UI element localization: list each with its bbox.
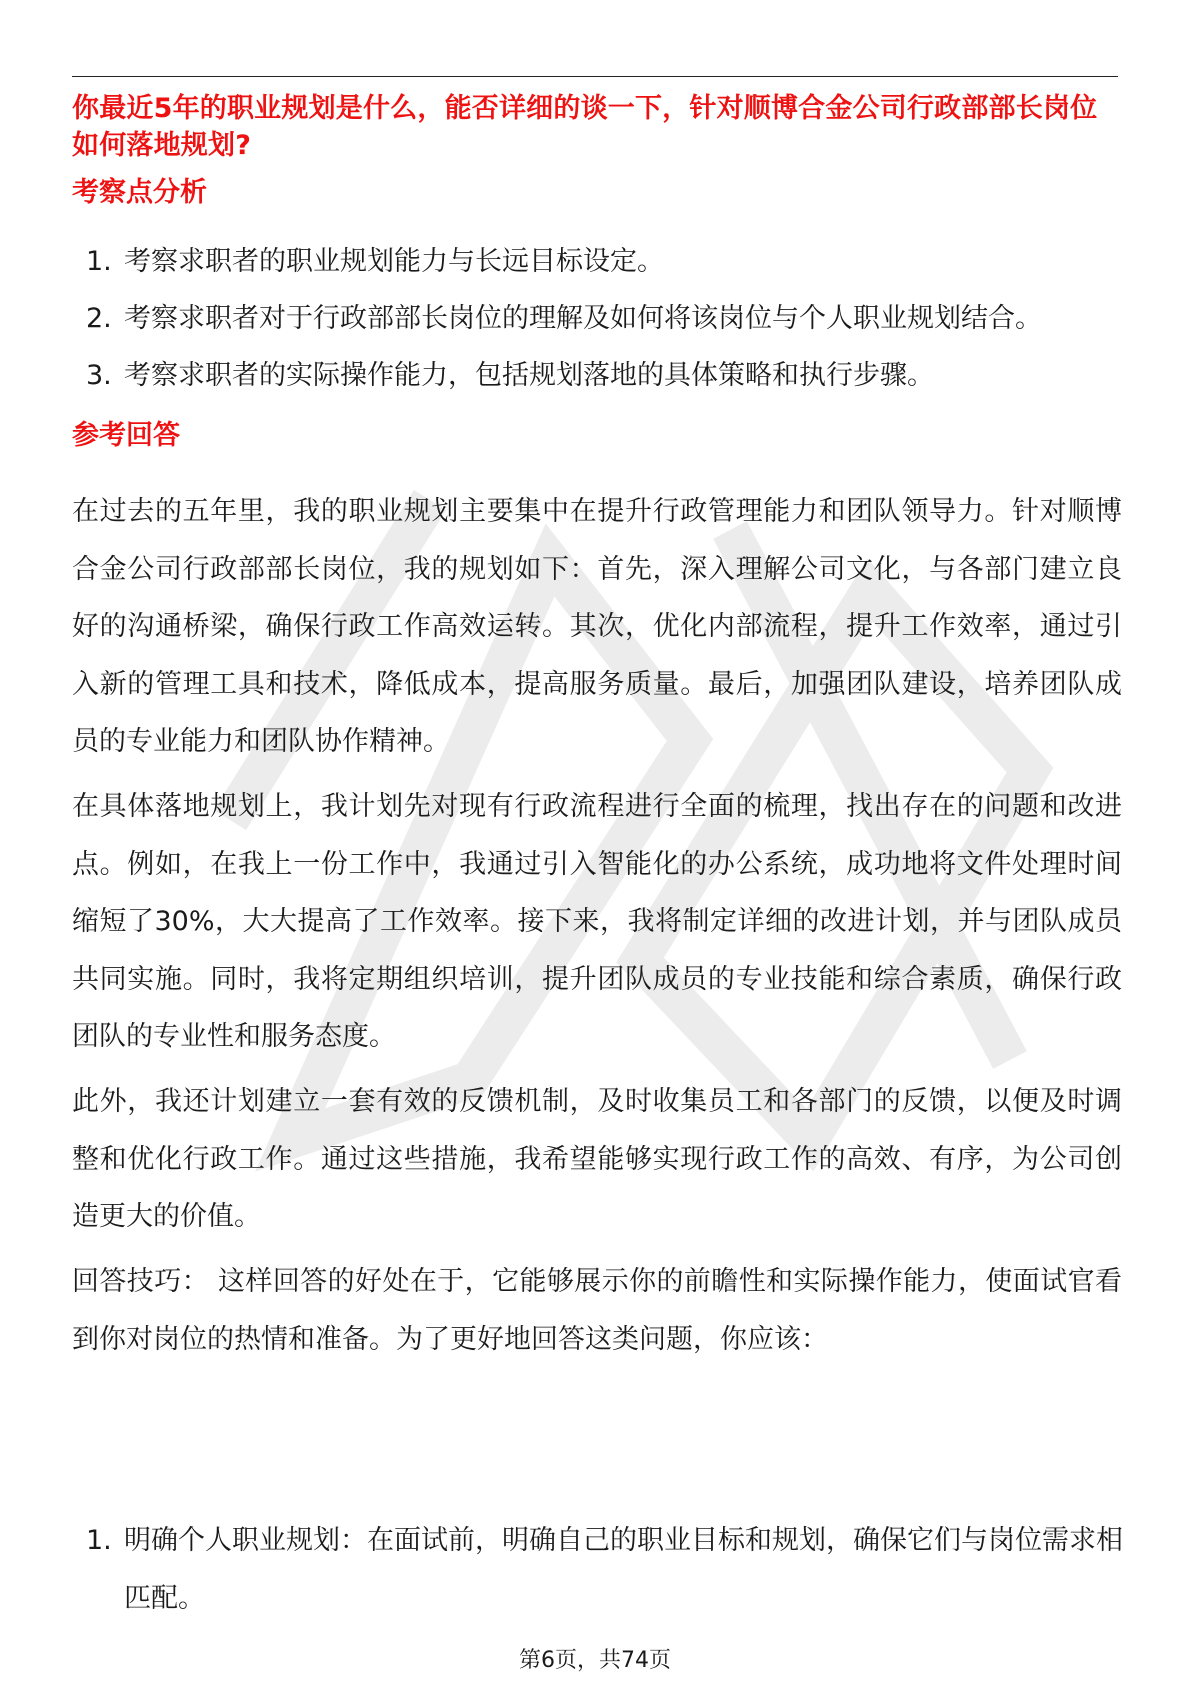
tip-item: [86, 1512, 1126, 1627]
analysis-item-number: 1.: [86, 246, 112, 277]
analysis-heading: 考察点分析: [72, 177, 207, 208]
analysis-item-text: 考察求职者对于行政部部长岗位的理解及如何将该岗位与个人职业规划结合。: [124, 303, 1042, 334]
answer-tips-intro: 回答技巧： 这样回答的好处在于，它能够展示你的前瞻性和实际操作能力，使面试官看到你对岗位的热情和准备。为了更好地回答这类问题，你应该：: [72, 1266, 1122, 1355]
answer-paragraph: 在过去的五年里，我的职业规划主要集中在提升行政管理能力和团队领导力。针对顺博合金公司行政部部长岗位，我的规划如下：首先，深入理解公司文化，与各部门建立良好的沟通桥梁，确保行政工作高效运转。其次，优化内部流程，提升工作效率，通过引入新的管理工具和技术，降低成本，提高服务质量。最后，加强团队建设，培养团队成员的专业能力和团队协作精神。: [72, 496, 1122, 757]
analysis-item-text: 考察求职者的职业规划能力与长远目标设定。: [124, 246, 664, 277]
answer-paragraph: 此外，我还计划建立一套有效的反馈机制，及时收集员工和各部门的反馈，以便及时调整和优化行政工作。通过这些措施，我希望能够实现行政工作的高效、有序，为公司创造更大的价值。: [72, 1086, 1122, 1232]
answer-heading: 参考回答: [72, 420, 180, 451]
analysis-list: [86, 244, 1126, 394]
analysis-item-text: 考察求职者的实际操作能力，包括规划落地的具体策略和执行步骤。: [124, 360, 934, 391]
tip-item-text: 明确个人职业规划：在面试前，明确自己的职业目标和规划，确保它们与岗位需求相匹配。: [124, 1525, 1123, 1614]
question-title: 你最近5年的职业规划是什么，能否详细的谈一下，针对顺博合金公司行政部部长岗位如何落地规划?: [72, 93, 1098, 161]
top-rule: [72, 76, 1118, 77]
tip-item-number: 1.: [86, 1525, 112, 1556]
answer-paragraph: 在具体落地规划上，我计划先对现有行政流程进行全面的梳理，找出存在的问题和改进点。例如，在我上一份工作中，我通过引入智能化的办公系统，成功地将文件处理时间缩短了30%，大大提高了工作效率。接下来，我将制定详细的改进计划，并与团队成员共同实施。同时，我将定期组织培训，提升团队成员的专业技能和综合素质，确保行政团队的专业性和服务态度。: [72, 791, 1122, 1052]
analysis-item: [86, 244, 1126, 280]
analysis-item-number: 2.: [86, 303, 112, 334]
analysis-item-number: 3.: [86, 360, 112, 391]
tips-list: [86, 1512, 1126, 1627]
analysis-item: [86, 301, 1126, 337]
analysis-item: [86, 358, 1126, 394]
page-footer: 第6页，共74页: [519, 1648, 671, 1673]
